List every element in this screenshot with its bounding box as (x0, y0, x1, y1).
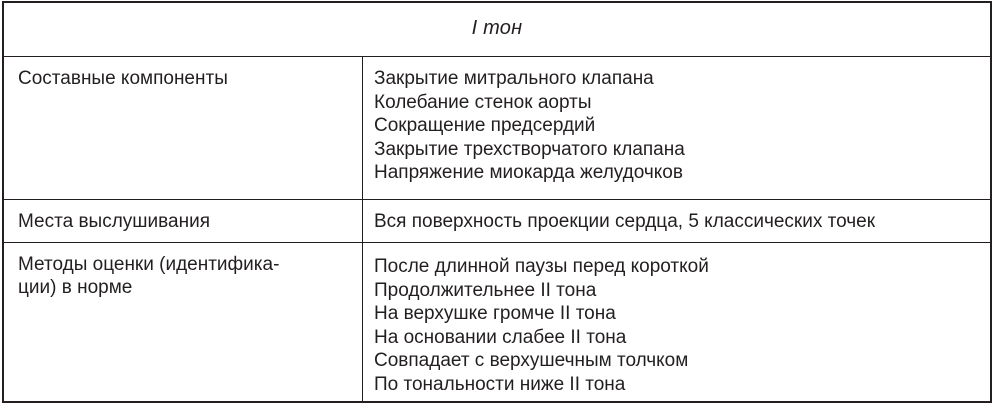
list-item: Совпадает с верхушечным толчком (374, 350, 689, 371)
list-item: По тональности ниже II тона (374, 373, 626, 395)
list-item: После длинной паузы перед короткой (374, 256, 709, 277)
table-row-methods (4, 243, 990, 403)
list-item: Продолжительнее II тона (374, 279, 597, 301)
table-title-row (4, 3, 990, 57)
row-label-methods (18, 253, 348, 299)
row-label-auscultation: Места выслушивания (18, 211, 210, 232)
list-item: Закрытие митрального клапана (374, 68, 654, 89)
list-item: Закрытие трехстворчатого клапана (374, 138, 685, 160)
table-row-auscultation (4, 200, 990, 243)
list-item: Вся поверхность проекции сердца, 5 классических точек (374, 211, 876, 232)
auscultation-list (374, 210, 989, 234)
methods-list (374, 255, 989, 396)
list-item: На основании слабее II тона (374, 326, 627, 348)
table-title: I тон (471, 17, 523, 39)
list-item: Колебание стенок аорты (374, 91, 592, 113)
list-item: Напряжение миокарда желудочков (374, 162, 683, 183)
components-list (374, 67, 989, 185)
row-label-line: Методы оценки (идентифика- (18, 254, 280, 275)
table-row-components (4, 57, 990, 200)
heart-sound-table (2, 1, 992, 403)
row-label-components: Составные компоненты (18, 68, 228, 89)
list-item: На верхушке громче II тона (374, 303, 616, 324)
list-item: Сокращение предсердий (374, 115, 596, 136)
row-label-line: ции) в норме (18, 277, 133, 298)
